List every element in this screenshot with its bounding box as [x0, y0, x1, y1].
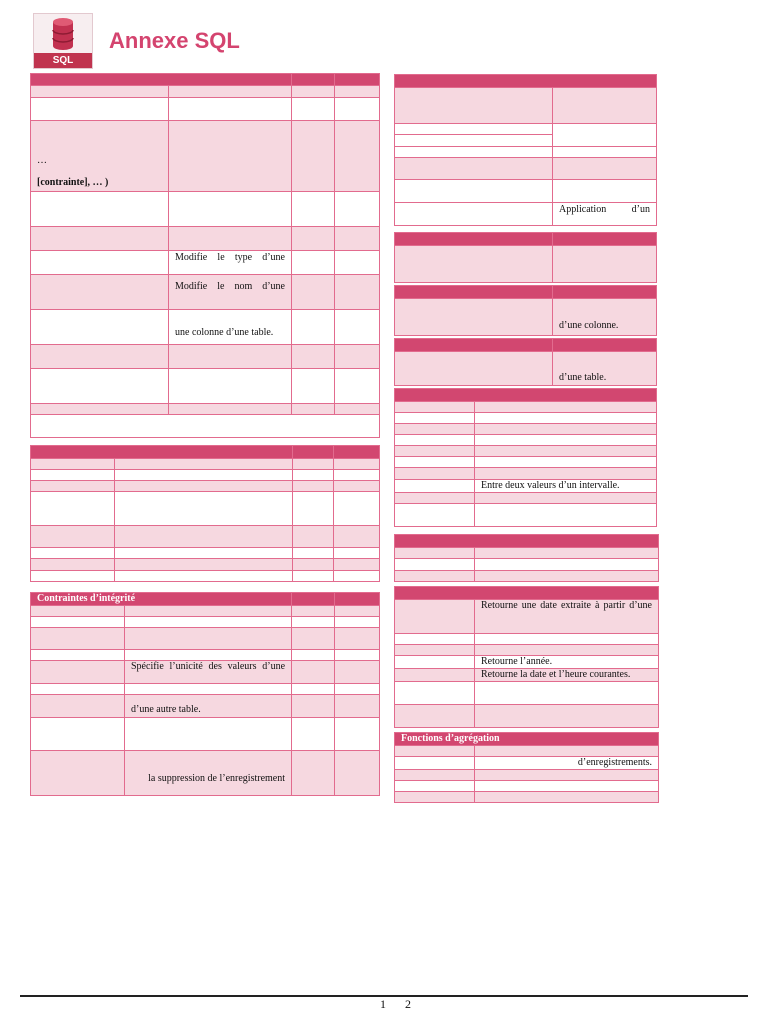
- year-desc: Retourne l’année.: [475, 656, 659, 669]
- table-row: [395, 770, 659, 781]
- table-row: [395, 402, 657, 413]
- table-row: [395, 299, 657, 336]
- table-row: [395, 413, 657, 424]
- application-text: Application d’un: [553, 203, 657, 226]
- table-row: [395, 600, 659, 634]
- table-row: [31, 369, 380, 404]
- table-row: [31, 415, 380, 438]
- table-header: [395, 75, 657, 88]
- table-row: [395, 180, 657, 203]
- extract-desc: Retourne une date extraite à partir d’une: [475, 600, 659, 634]
- table-text: d’une table.: [553, 352, 657, 386]
- table-row: [395, 147, 657, 158]
- table-row: [31, 548, 380, 559]
- alter-name-desc: Modifie le nom d’une: [169, 275, 292, 310]
- table-row: [395, 548, 659, 559]
- database-cylinder-icon: [34, 16, 92, 56]
- table-header: [31, 74, 292, 86]
- fk-desc: d’une autre table.: [125, 695, 292, 718]
- table-row: [395, 446, 657, 457]
- table-row: [31, 459, 380, 470]
- table-row: [31, 310, 380, 345]
- table-row: [31, 470, 380, 481]
- table-row: [31, 492, 380, 526]
- page-title: Annexe SQL: [109, 28, 240, 53]
- table-row: [31, 617, 380, 628]
- create-ellipsis: …: [37, 155, 47, 166]
- table-header: [395, 535, 659, 548]
- table-row: [395, 634, 659, 645]
- table-row: [395, 682, 659, 705]
- alter-type-desc: Modifie le type d’une: [169, 251, 292, 275]
- table-row: [395, 203, 657, 226]
- alter-column-desc: une colonne d’une table.: [169, 310, 292, 345]
- table-row: [31, 275, 380, 310]
- unique-desc: Spécifie l’unicité des valeurs d’une: [125, 661, 292, 684]
- table-row: [395, 457, 657, 468]
- table-row: [31, 684, 380, 695]
- table-row: [31, 481, 380, 492]
- table-row: [395, 246, 657, 283]
- table-row: [395, 645, 659, 656]
- right-table-3: [394, 285, 657, 336]
- cascade-desc: la suppression de l’enregistrement: [125, 751, 292, 796]
- table-row: [31, 628, 380, 650]
- table-row: [31, 404, 380, 415]
- right-table-1: [394, 74, 657, 226]
- table-row: [395, 571, 659, 582]
- page-number-total: 2: [405, 997, 411, 1011]
- table-row: [31, 718, 380, 751]
- table-row: [395, 504, 657, 527]
- table-row: [31, 559, 380, 571]
- right-table-4: [394, 338, 657, 386]
- table-header: [395, 389, 657, 402]
- sql-commands-table: [30, 73, 380, 438]
- date-functions-table: [394, 586, 659, 728]
- table-header: [395, 587, 659, 600]
- table-row: [395, 559, 659, 571]
- table-row: [395, 746, 659, 757]
- table-row: [395, 88, 657, 124]
- table-row: [395, 468, 657, 480]
- table-row: [31, 192, 380, 227]
- now-desc: Retourne la date et l’heure courantes.: [475, 669, 659, 682]
- table-row: [31, 606, 380, 617]
- sql-logo: [33, 13, 93, 69]
- table-row: [31, 695, 380, 718]
- table-header: [31, 446, 293, 459]
- table-row: [31, 345, 380, 369]
- page-number-current: 1: [380, 997, 386, 1011]
- right-table-2: [394, 232, 657, 283]
- table-row: [395, 493, 657, 504]
- table-row: [395, 792, 659, 803]
- between-desc: Entre deux valeurs d’un intervalle.: [475, 480, 657, 493]
- table-row: [31, 571, 380, 582]
- table-row: [395, 158, 657, 180]
- table-row: [395, 669, 659, 682]
- aggregate-functions-table: [394, 732, 659, 803]
- table-row: [31, 526, 380, 548]
- create-constraint-text: [contrainte], … ): [37, 177, 109, 188]
- table-row: [395, 435, 657, 446]
- table-row: [395, 781, 659, 792]
- table-row: [395, 124, 657, 135]
- table-row: [31, 251, 380, 275]
- table-row: [395, 705, 659, 728]
- table-row: [31, 751, 380, 796]
- column-text: d’une colonne.: [553, 299, 657, 336]
- table-row: [31, 227, 380, 251]
- table-row: [31, 98, 380, 121]
- sql-queries-table: [30, 445, 380, 582]
- table-row: [31, 86, 380, 98]
- constraints-title: Contraintes d’intégrité: [31, 593, 292, 606]
- aggregate-title: Fonctions d’agrégation: [395, 733, 659, 746]
- table-row: [395, 656, 659, 669]
- table-row: [395, 424, 657, 435]
- table-row: [31, 661, 380, 684]
- table-row: [31, 121, 380, 192]
- table-row: [31, 650, 380, 661]
- table-row: [395, 480, 657, 493]
- table-row: [395, 757, 659, 770]
- constraints-table: [30, 592, 380, 796]
- count-desc: d’enregistrements.: [475, 757, 659, 770]
- table-row: [395, 352, 657, 386]
- logo-label: SQL: [34, 53, 92, 68]
- right-table-6: [394, 534, 659, 582]
- operators-table: [394, 388, 657, 527]
